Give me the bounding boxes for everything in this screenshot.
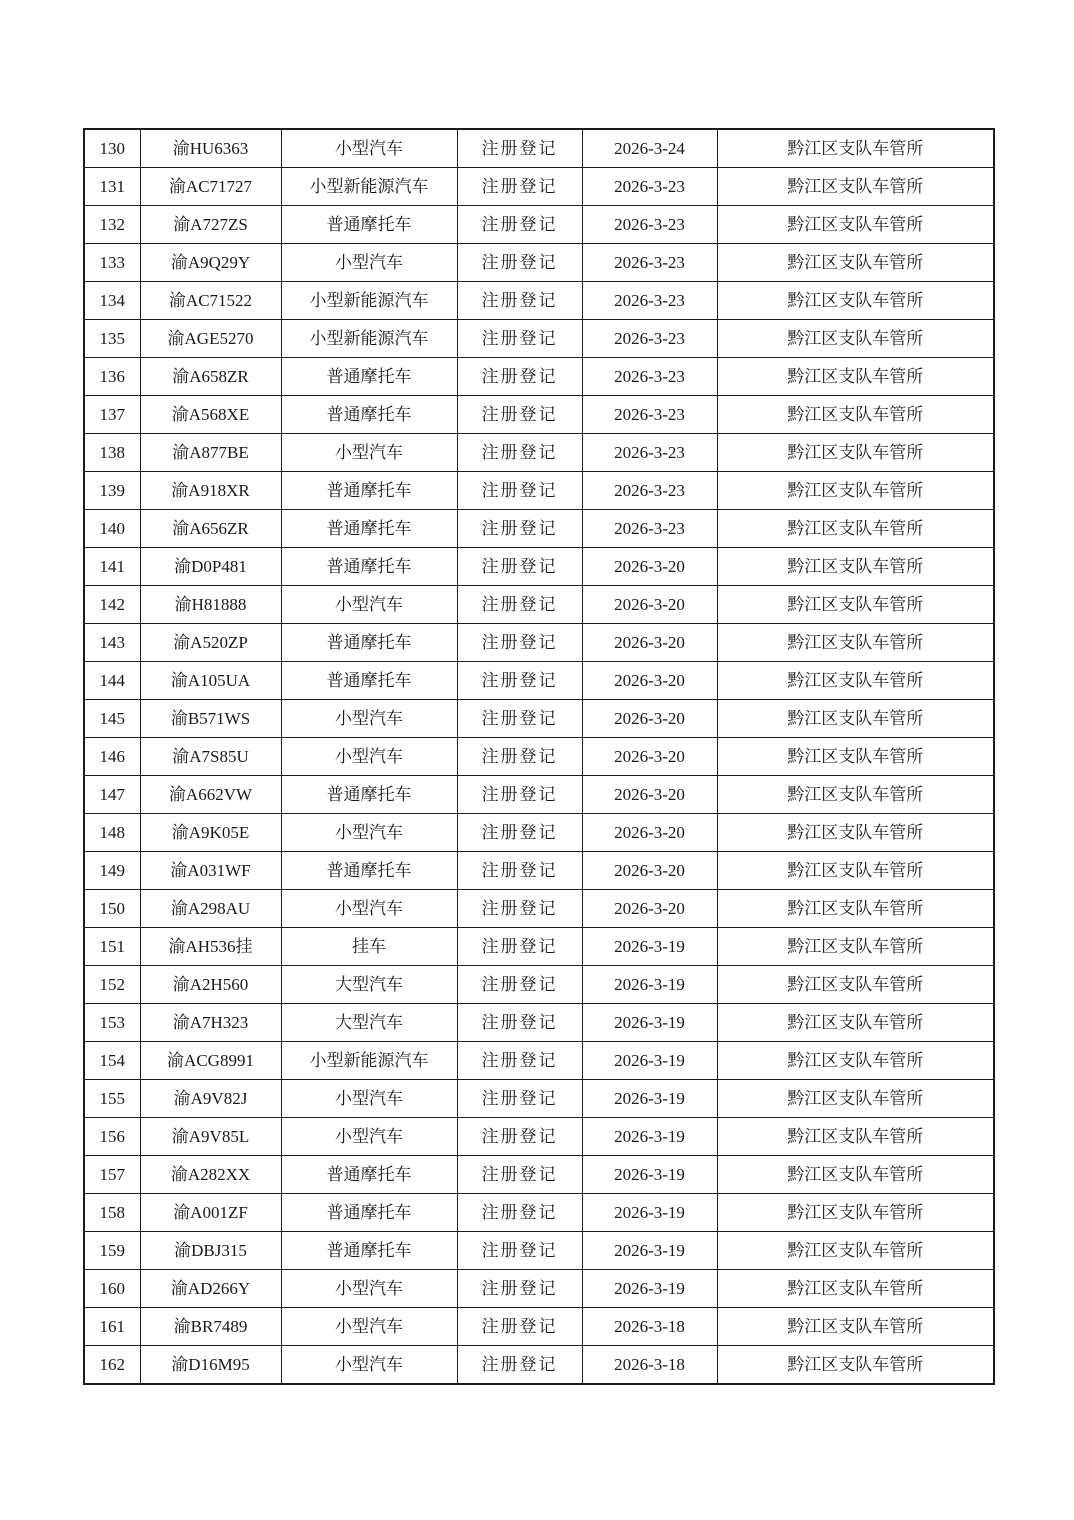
vehicle-type-cell: 普通摩托车 <box>281 1232 457 1270</box>
registration-date-cell: 2026-3-20 <box>582 852 717 890</box>
registration-type-cell: 注册登记 <box>457 928 582 966</box>
license-plate-cell: 渝D16M95 <box>140 1346 281 1385</box>
row-number-cell: 138 <box>84 434 140 472</box>
issuing-office-cell: 黔江区支队车管所 <box>717 586 994 624</box>
vehicle-type-cell: 普通摩托车 <box>281 358 457 396</box>
row-number-cell: 156 <box>84 1118 140 1156</box>
license-plate-cell: 渝A9K05E <box>140 814 281 852</box>
table-row <box>84 1080 994 1118</box>
vehicle-type-cell: 小型汽车 <box>281 1080 457 1118</box>
issuing-office-cell: 黔江区支队车管所 <box>717 396 994 434</box>
registration-type-cell: 注册登记 <box>457 244 582 282</box>
row-number-cell: 134 <box>84 282 140 320</box>
vehicle-type-cell: 小型汽车 <box>281 700 457 738</box>
vehicle-type-cell: 小型汽车 <box>281 890 457 928</box>
license-plate-cell: 渝A877BE <box>140 434 281 472</box>
registration-type-cell: 注册登记 <box>457 206 582 244</box>
table-row <box>84 1156 994 1194</box>
issuing-office-cell: 黔江区支队车管所 <box>717 662 994 700</box>
registration-date-cell: 2026-3-19 <box>582 1118 717 1156</box>
table-row <box>84 320 994 358</box>
vehicle-type-cell: 小型汽车 <box>281 244 457 282</box>
table-row <box>84 738 994 776</box>
issuing-office-cell: 黔江区支队车管所 <box>717 244 994 282</box>
table-row <box>84 700 994 738</box>
vehicle-type-cell: 挂车 <box>281 928 457 966</box>
registration-date-cell: 2026-3-20 <box>582 814 717 852</box>
license-plate-cell: 渝A2H560 <box>140 966 281 1004</box>
row-number-cell: 160 <box>84 1270 140 1308</box>
issuing-office-cell: 黔江区支队车管所 <box>717 168 994 206</box>
row-number-cell: 159 <box>84 1232 140 1270</box>
license-plate-cell: 渝A658ZR <box>140 358 281 396</box>
vehicle-type-cell: 普通摩托车 <box>281 852 457 890</box>
table-row <box>84 624 994 662</box>
vehicle-type-cell: 小型新能源汽车 <box>281 1042 457 1080</box>
registration-date-cell: 2026-3-19 <box>582 1080 717 1118</box>
registration-type-cell: 注册登记 <box>457 282 582 320</box>
issuing-office-cell: 黔江区支队车管所 <box>717 510 994 548</box>
registration-date-cell: 2026-3-20 <box>582 586 717 624</box>
registration-date-cell: 2026-3-20 <box>582 890 717 928</box>
row-number-cell: 162 <box>84 1346 140 1385</box>
registration-type-cell: 注册登记 <box>457 472 582 510</box>
row-number-cell: 153 <box>84 1004 140 1042</box>
license-plate-cell: 渝A282XX <box>140 1156 281 1194</box>
license-plate-cell: 渝A9V85L <box>140 1118 281 1156</box>
registration-type-cell: 注册登记 <box>457 776 582 814</box>
row-number-cell: 133 <box>84 244 140 282</box>
issuing-office-cell: 黔江区支队车管所 <box>717 1118 994 1156</box>
table-row <box>84 358 994 396</box>
issuing-office-cell: 黔江区支队车管所 <box>717 852 994 890</box>
row-number-cell: 131 <box>84 168 140 206</box>
row-number-cell: 158 <box>84 1194 140 1232</box>
registration-date-cell: 2026-3-20 <box>582 738 717 776</box>
registration-type-cell: 注册登记 <box>457 1346 582 1385</box>
row-number-cell: 139 <box>84 472 140 510</box>
vehicle-type-cell: 大型汽车 <box>281 966 457 1004</box>
issuing-office-cell: 黔江区支队车管所 <box>717 320 994 358</box>
registration-date-cell: 2026-3-23 <box>582 510 717 548</box>
license-plate-cell: 渝B571WS <box>140 700 281 738</box>
row-number-cell: 146 <box>84 738 140 776</box>
license-plate-cell: 渝A918XR <box>140 472 281 510</box>
registration-date-cell: 2026-3-19 <box>582 1156 717 1194</box>
license-plate-cell: 渝DBJ315 <box>140 1232 281 1270</box>
row-number-cell: 145 <box>84 700 140 738</box>
issuing-office-cell: 黔江区支队车管所 <box>717 206 994 244</box>
registration-date-cell: 2026-3-23 <box>582 168 717 206</box>
registration-date-cell: 2026-3-23 <box>582 472 717 510</box>
registration-date-cell: 2026-3-20 <box>582 776 717 814</box>
row-number-cell: 154 <box>84 1042 140 1080</box>
registration-date-cell: 2026-3-24 <box>582 129 717 168</box>
table-row <box>84 244 994 282</box>
issuing-office-cell: 黔江区支队车管所 <box>717 1004 994 1042</box>
registration-type-cell: 注册登记 <box>457 358 582 396</box>
registration-date-cell: 2026-3-19 <box>582 1270 717 1308</box>
issuing-office-cell: 黔江区支队车管所 <box>717 548 994 586</box>
table-row <box>84 1004 994 1042</box>
row-number-cell: 149 <box>84 852 140 890</box>
license-plate-cell: 渝ACG8991 <box>140 1042 281 1080</box>
registration-type-cell: 注册登记 <box>457 662 582 700</box>
registration-date-cell: 2026-3-23 <box>582 320 717 358</box>
registration-type-cell: 注册登记 <box>457 129 582 168</box>
registration-date-cell: 2026-3-19 <box>582 1194 717 1232</box>
row-number-cell: 130 <box>84 129 140 168</box>
row-number-cell: 141 <box>84 548 140 586</box>
issuing-office-cell: 黔江区支队车管所 <box>717 1270 994 1308</box>
table-row <box>84 1232 994 1270</box>
license-plate-cell: 渝H81888 <box>140 586 281 624</box>
registration-type-cell: 注册登记 <box>457 1232 582 1270</box>
vehicle-type-cell: 普通摩托车 <box>281 624 457 662</box>
row-number-cell: 132 <box>84 206 140 244</box>
license-plate-cell: 渝A7S85U <box>140 738 281 776</box>
license-plate-cell: 渝A727ZS <box>140 206 281 244</box>
vehicle-type-cell: 小型汽车 <box>281 738 457 776</box>
table-row <box>84 282 994 320</box>
license-plate-cell: 渝A520ZP <box>140 624 281 662</box>
vehicle-type-cell: 小型汽车 <box>281 1270 457 1308</box>
table-row <box>84 1118 994 1156</box>
registration-type-cell: 注册登记 <box>457 1194 582 1232</box>
registration-date-cell: 2026-3-19 <box>582 1004 717 1042</box>
registration-type-cell: 注册登记 <box>457 168 582 206</box>
license-plate-cell: 渝HU6363 <box>140 129 281 168</box>
registration-type-cell: 注册登记 <box>457 1308 582 1346</box>
registration-type-cell: 注册登记 <box>457 1080 582 1118</box>
license-plate-cell: 渝A031WF <box>140 852 281 890</box>
registration-type-cell: 注册登记 <box>457 1156 582 1194</box>
row-number-cell: 148 <box>84 814 140 852</box>
vehicle-type-cell: 普通摩托车 <box>281 548 457 586</box>
vehicle-type-cell: 小型汽车 <box>281 1308 457 1346</box>
license-plate-cell: 渝BR7489 <box>140 1308 281 1346</box>
issuing-office-cell: 黔江区支队车管所 <box>717 472 994 510</box>
registration-date-cell: 2026-3-20 <box>582 548 717 586</box>
table-row <box>84 129 994 168</box>
table-row <box>84 1194 994 1232</box>
license-plate-cell: 渝A662VW <box>140 776 281 814</box>
registration-type-cell: 注册登记 <box>457 1004 582 1042</box>
vehicle-type-cell: 小型新能源汽车 <box>281 282 457 320</box>
registration-date-cell: 2026-3-23 <box>582 396 717 434</box>
vehicle-registry-table <box>83 128 995 1385</box>
vehicle-type-cell: 小型新能源汽车 <box>281 320 457 358</box>
registration-type-cell: 注册登记 <box>457 396 582 434</box>
registration-type-cell: 注册登记 <box>457 852 582 890</box>
issuing-office-cell: 黔江区支队车管所 <box>717 624 994 662</box>
table-row <box>84 548 994 586</box>
vehicle-type-cell: 普通摩托车 <box>281 510 457 548</box>
table-row <box>84 776 994 814</box>
row-number-cell: 137 <box>84 396 140 434</box>
issuing-office-cell: 黔江区支队车管所 <box>717 1308 994 1346</box>
issuing-office-cell: 黔江区支队车管所 <box>717 700 994 738</box>
registration-date-cell: 2026-3-19 <box>582 1232 717 1270</box>
registration-date-cell: 2026-3-18 <box>582 1308 717 1346</box>
registration-type-cell: 注册登记 <box>457 510 582 548</box>
registration-type-cell: 注册登记 <box>457 814 582 852</box>
license-plate-cell: 渝A656ZR <box>140 510 281 548</box>
registration-date-cell: 2026-3-23 <box>582 282 717 320</box>
row-number-cell: 161 <box>84 1308 140 1346</box>
issuing-office-cell: 黔江区支队车管所 <box>717 434 994 472</box>
registration-date-cell: 2026-3-19 <box>582 928 717 966</box>
license-plate-cell: 渝AGE5270 <box>140 320 281 358</box>
registration-date-cell: 2026-3-20 <box>582 662 717 700</box>
issuing-office-cell: 黔江区支队车管所 <box>717 1232 994 1270</box>
table-row <box>84 472 994 510</box>
license-plate-cell: 渝A001ZF <box>140 1194 281 1232</box>
registration-date-cell: 2026-3-20 <box>582 700 717 738</box>
registration-type-cell: 注册登记 <box>457 1270 582 1308</box>
issuing-office-cell: 黔江区支队车管所 <box>717 282 994 320</box>
vehicle-type-cell: 普通摩托车 <box>281 1156 457 1194</box>
row-number-cell: 152 <box>84 966 140 1004</box>
issuing-office-cell: 黔江区支队车管所 <box>717 1194 994 1232</box>
table-row <box>84 510 994 548</box>
row-number-cell: 150 <box>84 890 140 928</box>
registration-date-cell: 2026-3-23 <box>582 358 717 396</box>
registration-type-cell: 注册登记 <box>457 738 582 776</box>
registration-date-cell: 2026-3-23 <box>582 244 717 282</box>
registration-date-cell: 2026-3-19 <box>582 1042 717 1080</box>
registration-type-cell: 注册登记 <box>457 586 582 624</box>
license-plate-cell: 渝A9Q29Y <box>140 244 281 282</box>
row-number-cell: 143 <box>84 624 140 662</box>
license-plate-cell: 渝A568XE <box>140 396 281 434</box>
vehicle-type-cell: 普通摩托车 <box>281 396 457 434</box>
registration-date-cell: 2026-3-19 <box>582 966 717 1004</box>
table-row <box>84 1042 994 1080</box>
vehicle-type-cell: 小型汽车 <box>281 1118 457 1156</box>
registration-type-cell: 注册登记 <box>457 320 582 358</box>
issuing-office-cell: 黔江区支队车管所 <box>717 129 994 168</box>
registration-type-cell: 注册登记 <box>457 548 582 586</box>
vehicle-type-cell: 小型汽车 <box>281 814 457 852</box>
vehicle-type-cell: 普通摩托车 <box>281 472 457 510</box>
registration-type-cell: 注册登记 <box>457 966 582 1004</box>
row-number-cell: 136 <box>84 358 140 396</box>
issuing-office-cell: 黔江区支队车管所 <box>717 1042 994 1080</box>
table-row <box>84 586 994 624</box>
issuing-office-cell: 黔江区支队车管所 <box>717 1346 994 1385</box>
row-number-cell: 147 <box>84 776 140 814</box>
registration-type-cell: 注册登记 <box>457 1118 582 1156</box>
issuing-office-cell: 黔江区支队车管所 <box>717 1156 994 1194</box>
vehicle-type-cell: 普通摩托车 <box>281 1194 457 1232</box>
table-row <box>84 396 994 434</box>
vehicle-type-cell: 普通摩托车 <box>281 206 457 244</box>
table-row <box>84 1346 994 1385</box>
table-row <box>84 434 994 472</box>
issuing-office-cell: 黔江区支队车管所 <box>717 776 994 814</box>
vehicle-type-cell: 普通摩托车 <box>281 662 457 700</box>
issuing-office-cell: 黔江区支队车管所 <box>717 1080 994 1118</box>
row-number-cell: 155 <box>84 1080 140 1118</box>
table-row <box>84 928 994 966</box>
issuing-office-cell: 黔江区支队车管所 <box>717 890 994 928</box>
table-row <box>84 1308 994 1346</box>
vehicle-type-cell: 小型汽车 <box>281 586 457 624</box>
license-plate-cell: 渝A9V82J <box>140 1080 281 1118</box>
row-number-cell: 135 <box>84 320 140 358</box>
license-plate-cell: 渝AC71727 <box>140 168 281 206</box>
issuing-office-cell: 黔江区支队车管所 <box>717 928 994 966</box>
license-plate-cell: 渝A105UA <box>140 662 281 700</box>
registration-date-cell: 2026-3-20 <box>582 624 717 662</box>
row-number-cell: 157 <box>84 1156 140 1194</box>
license-plate-cell: 渝A298AU <box>140 890 281 928</box>
table-row <box>84 814 994 852</box>
vehicle-type-cell: 小型新能源汽车 <box>281 168 457 206</box>
registration-type-cell: 注册登记 <box>457 624 582 662</box>
registration-date-cell: 2026-3-23 <box>582 434 717 472</box>
registration-type-cell: 注册登记 <box>457 700 582 738</box>
row-number-cell: 151 <box>84 928 140 966</box>
issuing-office-cell: 黔江区支队车管所 <box>717 358 994 396</box>
vehicle-type-cell: 小型汽车 <box>281 434 457 472</box>
table-row <box>84 890 994 928</box>
vehicle-type-cell: 小型汽车 <box>281 129 457 168</box>
license-plate-cell: 渝AH536挂 <box>140 928 281 966</box>
license-plate-cell: 渝AC71522 <box>140 282 281 320</box>
registration-type-cell: 注册登记 <box>457 1042 582 1080</box>
vehicle-type-cell: 大型汽车 <box>281 1004 457 1042</box>
registration-type-cell: 注册登记 <box>457 890 582 928</box>
vehicle-type-cell: 普通摩托车 <box>281 776 457 814</box>
row-number-cell: 140 <box>84 510 140 548</box>
table-row <box>84 966 994 1004</box>
issuing-office-cell: 黔江区支队车管所 <box>717 814 994 852</box>
issuing-office-cell: 黔江区支队车管所 <box>717 966 994 1004</box>
table-row <box>84 206 994 244</box>
license-plate-cell: 渝AD266Y <box>140 1270 281 1308</box>
table-row <box>84 662 994 700</box>
table-row <box>84 852 994 890</box>
table-row <box>84 168 994 206</box>
license-plate-cell: 渝A7H323 <box>140 1004 281 1042</box>
registration-type-cell: 注册登记 <box>457 434 582 472</box>
row-number-cell: 142 <box>84 586 140 624</box>
registry-table-body <box>84 129 994 1384</box>
table-row <box>84 1270 994 1308</box>
vehicle-type-cell: 小型汽车 <box>281 1346 457 1385</box>
license-plate-cell: 渝D0P481 <box>140 548 281 586</box>
registration-date-cell: 2026-3-23 <box>582 206 717 244</box>
row-number-cell: 144 <box>84 662 140 700</box>
issuing-office-cell: 黔江区支队车管所 <box>717 738 994 776</box>
registration-date-cell: 2026-3-18 <box>582 1346 717 1385</box>
